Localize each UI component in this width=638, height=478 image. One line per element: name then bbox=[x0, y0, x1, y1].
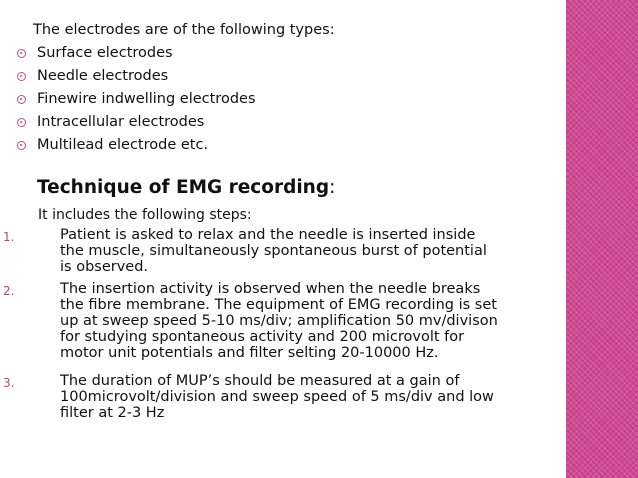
section-title-colon: : bbox=[329, 177, 336, 198]
bullet-item-needle-electrodes bbox=[17, 67, 168, 85]
bullet-text: Finewire indwelling electrodes bbox=[37, 91, 256, 107]
step-line: is observed. bbox=[60, 259, 149, 275]
bullet-item-intracellular-electrodes bbox=[17, 113, 204, 131]
step-line: 100microvolt/division and sweep speed of 5 ms/div and low bbox=[60, 389, 494, 405]
numbered-step-3 bbox=[0, 374, 560, 422]
steps-intro: It includes the following steps: bbox=[38, 207, 252, 223]
step-line: Patient is asked to relax and the needle is inserted inside bbox=[60, 227, 476, 243]
section-heading bbox=[37, 178, 335, 198]
section-title: Technique of EMG recording bbox=[37, 177, 330, 198]
bullet-text: Surface electrodes bbox=[37, 45, 173, 61]
step-line: The duration of MUP’s should be measured at a gain of bbox=[60, 373, 460, 389]
step-line: for studying spontaneous activity and 200 microvolt for bbox=[60, 329, 465, 345]
ring-bullet-icon bbox=[17, 141, 26, 150]
step-number: 1. bbox=[3, 230, 15, 244]
decorative-side-strip bbox=[566, 0, 638, 478]
bullet-text: Intracellular electrodes bbox=[37, 114, 205, 130]
bullet-text: Multilead electrode etc. bbox=[37, 137, 209, 153]
step-line: up at sweep speed 5-10 ms/div; amplification 50 mv/divison bbox=[60, 313, 498, 329]
step-line: the muscle, simultaneously spontaneous burst of potential bbox=[60, 243, 487, 259]
ring-bullet-icon bbox=[17, 72, 26, 81]
step-line: The insertion activity is observed when the needle breaks bbox=[60, 281, 481, 297]
step-number: 3. bbox=[3, 376, 15, 390]
bullet-text: Needle electrodes bbox=[37, 68, 169, 84]
bullet-item-surface-electrodes bbox=[17, 44, 173, 62]
ring-bullet-icon bbox=[17, 118, 26, 127]
electrode-types-intro: The electrodes are of the following types: bbox=[33, 22, 335, 38]
bullet-item-finewire-indwelling-electrodes bbox=[17, 90, 256, 108]
bullet-item-multilead-electrode bbox=[17, 136, 208, 154]
step-line: motor unit potentials and filter selting 20-10000 Hz. bbox=[60, 345, 439, 361]
numbered-step-2 bbox=[0, 282, 560, 362]
numbered-step-1 bbox=[0, 228, 560, 276]
step-line: filter at 2-3 Hz bbox=[60, 405, 165, 421]
step-line: the fibre membrane. The equipment of EMG recording is set bbox=[60, 297, 497, 313]
ring-bullet-icon bbox=[17, 95, 26, 104]
step-number: 2. bbox=[3, 284, 15, 298]
ring-bullet-icon bbox=[17, 49, 26, 58]
